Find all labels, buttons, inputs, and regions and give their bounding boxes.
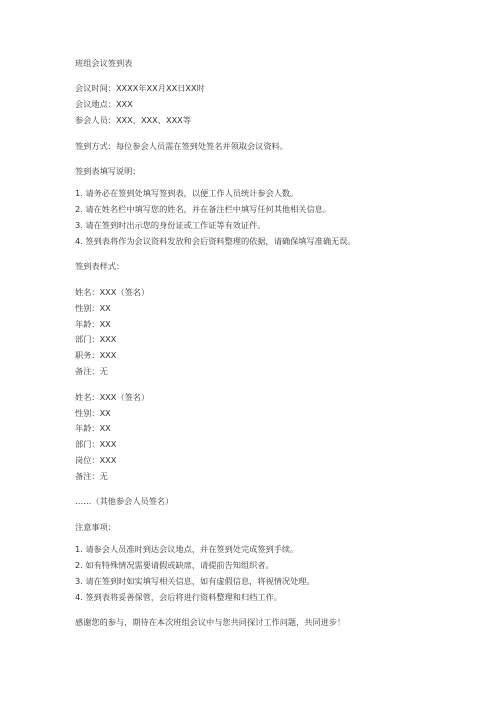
spacer (75, 156, 475, 166)
instruction-item: 3. 请在签到时出示您的身份证或工作证等有效证件。 (75, 220, 266, 231)
entry-gender: 性别：XX (75, 407, 111, 418)
note-item: 1. 请参会人员准时到达会议地点，并在签到处完成签到手续。 (75, 544, 299, 555)
signin-entry (75, 392, 475, 481)
entry-remarks: 备注：无 (75, 471, 108, 482)
spacer (75, 74, 475, 84)
spacer (75, 608, 475, 618)
instruction-item: 4. 签到表将作为会议资料发放和会后资料整理的依据，请确保填写准确无误。 (75, 236, 356, 247)
note-item: 2. 如有特殊情况需要请假或缺席，请提前告知组织者。 (75, 560, 274, 571)
closing-text: 感谢您的参与，期待在本次班组会议中与您共同探讨工作问题，共同进步！ (75, 617, 346, 628)
document-page (75, 58, 475, 633)
entry-gender: 性别：XX (75, 302, 111, 313)
entry-name: 姓名：XXX（签名） (75, 391, 150, 402)
instruction-item: 1. 请务必在签到处填写签到表，以便工作人员统计参会人数。 (75, 188, 299, 199)
sample-heading: 签到表样式： (75, 261, 125, 272)
notes-heading: 注意事项： (75, 521, 116, 532)
note-item: 4. 签到表将妥善保管，会后将进行资料整理和归档工作。 (75, 591, 282, 602)
meeting-time: 会议时间：XXXX年XX月XX日XX时 (75, 83, 205, 94)
instructions-heading: 签到表填写说明： (75, 165, 141, 176)
spacer (75, 382, 475, 392)
spacer (75, 252, 475, 262)
meeting-attendees: 参会人员：XXX、XXX、XXX等 (75, 115, 191, 126)
entry-post: 岗位：XXX (75, 455, 117, 466)
spacer (75, 131, 475, 141)
signin-method: 签到方式：每位参会人员需在签到处签名并领取会议资料。 (75, 140, 288, 151)
instruction-item: 2. 请在姓名栏中填写您的姓名，并在备注栏中填写任何其他相关信息。 (75, 204, 332, 215)
meeting-location: 会议地点：XXX (75, 99, 133, 110)
spacer (75, 487, 475, 497)
entry-position: 职务：XXX (75, 350, 117, 361)
entry-department: 部门：XXX (75, 439, 117, 450)
entry-department: 部门：XXX (75, 334, 117, 345)
entry-remarks: 备注：无 (75, 366, 108, 377)
others-line: ……（其他参会人员签名） (75, 496, 174, 507)
signin-entry (75, 287, 475, 376)
entry-name: 姓名：XXX（签名） (75, 286, 150, 297)
entry-age: 年龄：XX (75, 318, 111, 329)
spacer (75, 277, 475, 287)
entry-age: 年龄：XX (75, 423, 111, 434)
document-title: 班组会议签到表 (75, 58, 133, 68)
note-item: 3. 请在签到时如实填写相关信息，如有虚假信息，将视情况处理。 (75, 576, 315, 587)
spacer (75, 512, 475, 522)
